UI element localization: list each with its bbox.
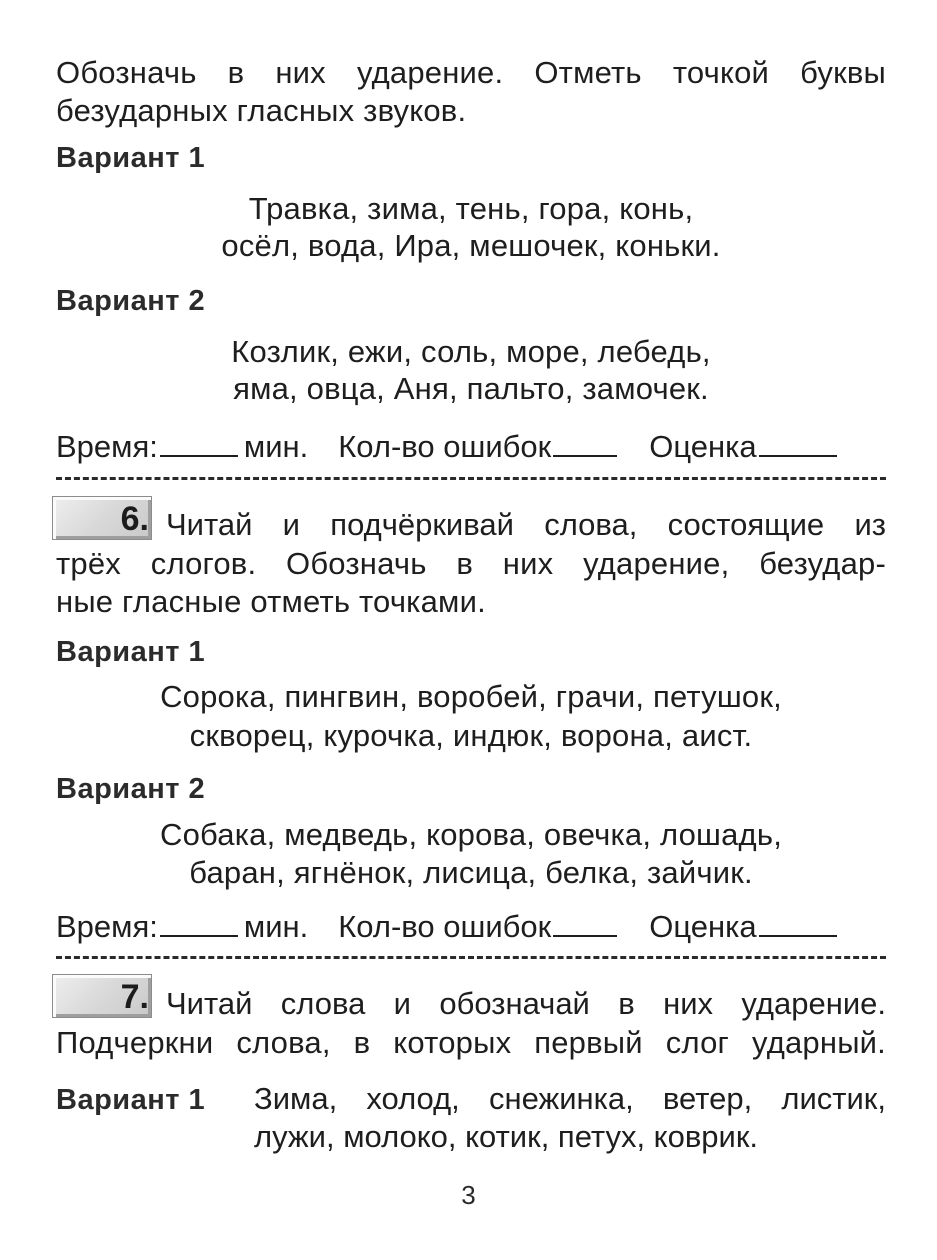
task7-variant1-line1: Зима, холод, снежинка, ветер, листик, bbox=[254, 1081, 886, 1116]
task6-stats-row bbox=[56, 908, 886, 946]
task6-variant2-line2: баран, ягнёнок, лисица, белка, зайчик. bbox=[189, 855, 753, 890]
time-label: Время: bbox=[56, 429, 158, 464]
task7-line-2: Подчеркни слова, в которых первый слог ударный. bbox=[56, 1025, 886, 1060]
page-number: 3 bbox=[461, 1180, 476, 1210]
section-divider bbox=[56, 477, 886, 480]
grade-label: Оценка bbox=[649, 909, 757, 944]
intro-line-2: безударных гласных звуков. bbox=[56, 93, 467, 128]
task6-variant2-line1: Собака, медведь, корова, овечка, лошадь, bbox=[159, 817, 783, 852]
task5-variant1-line1: Травка, зима, тень, гора, конь, bbox=[248, 191, 694, 226]
section-divider bbox=[56, 956, 886, 959]
errors-label: Кол-во ошибок bbox=[338, 909, 552, 944]
task7-line-1: Читай слова и обозначай в них ударение. bbox=[166, 986, 886, 1021]
time-blank[interactable] bbox=[160, 429, 238, 457]
task5-variant2-line2: яма, овца, Аня, пальто, замочек. bbox=[233, 371, 709, 406]
task6-line-3: ные гласные отметь точками. bbox=[56, 584, 486, 619]
task5-variant2-label: Вариант 2 bbox=[56, 285, 206, 317]
task6-line-1: Читай и подчёркивай слова, состоящие из bbox=[166, 507, 886, 542]
task7-number-badge: 7. bbox=[52, 974, 152, 1018]
task5-stats-row bbox=[56, 428, 886, 466]
grade-blank[interactable] bbox=[759, 429, 837, 457]
task6-variant1-label: Вариант 1 bbox=[56, 636, 206, 668]
task7-variant1-label: Вариант 1 bbox=[56, 1084, 206, 1116]
errors-label: Кол-во ошибок bbox=[338, 429, 552, 464]
task5-variant2-line1: Козлик, ежи, соль, море, лебедь, bbox=[231, 334, 711, 369]
grade-blank[interactable] bbox=[759, 909, 837, 937]
task6-variant2-label: Вариант 2 bbox=[56, 773, 206, 805]
time-label: Время: bbox=[56, 909, 158, 944]
grade-label: Оценка bbox=[649, 429, 757, 464]
task6-variant1-line2: скворец, курочка, индюк, ворона, аист. bbox=[189, 718, 753, 753]
task6-line-2: трёх слогов. Обозначь в них ударение, безудар- bbox=[56, 546, 886, 581]
minutes-label: мин. bbox=[243, 429, 309, 464]
errors-blank[interactable] bbox=[553, 909, 617, 937]
time-blank[interactable] bbox=[160, 909, 238, 937]
task5-variant1-label: Вариант 1 bbox=[56, 142, 206, 174]
errors-blank[interactable] bbox=[553, 429, 617, 457]
task7-variant1-line2: лужи, молоко, котик, петух, коврик. bbox=[254, 1119, 759, 1154]
task6-number-badge: 6. bbox=[52, 496, 152, 540]
task5-variant1-line2: осёл, вода, Ира, мешочек, коньки. bbox=[221, 228, 721, 263]
minutes-label: мин. bbox=[243, 909, 309, 944]
task6-variant1-line1: Сорока, пингвин, воробей, грачи, петушок, bbox=[160, 679, 782, 714]
intro-line-1: Обозначь в них ударение. Отметь точкой буквы bbox=[56, 55, 886, 90]
